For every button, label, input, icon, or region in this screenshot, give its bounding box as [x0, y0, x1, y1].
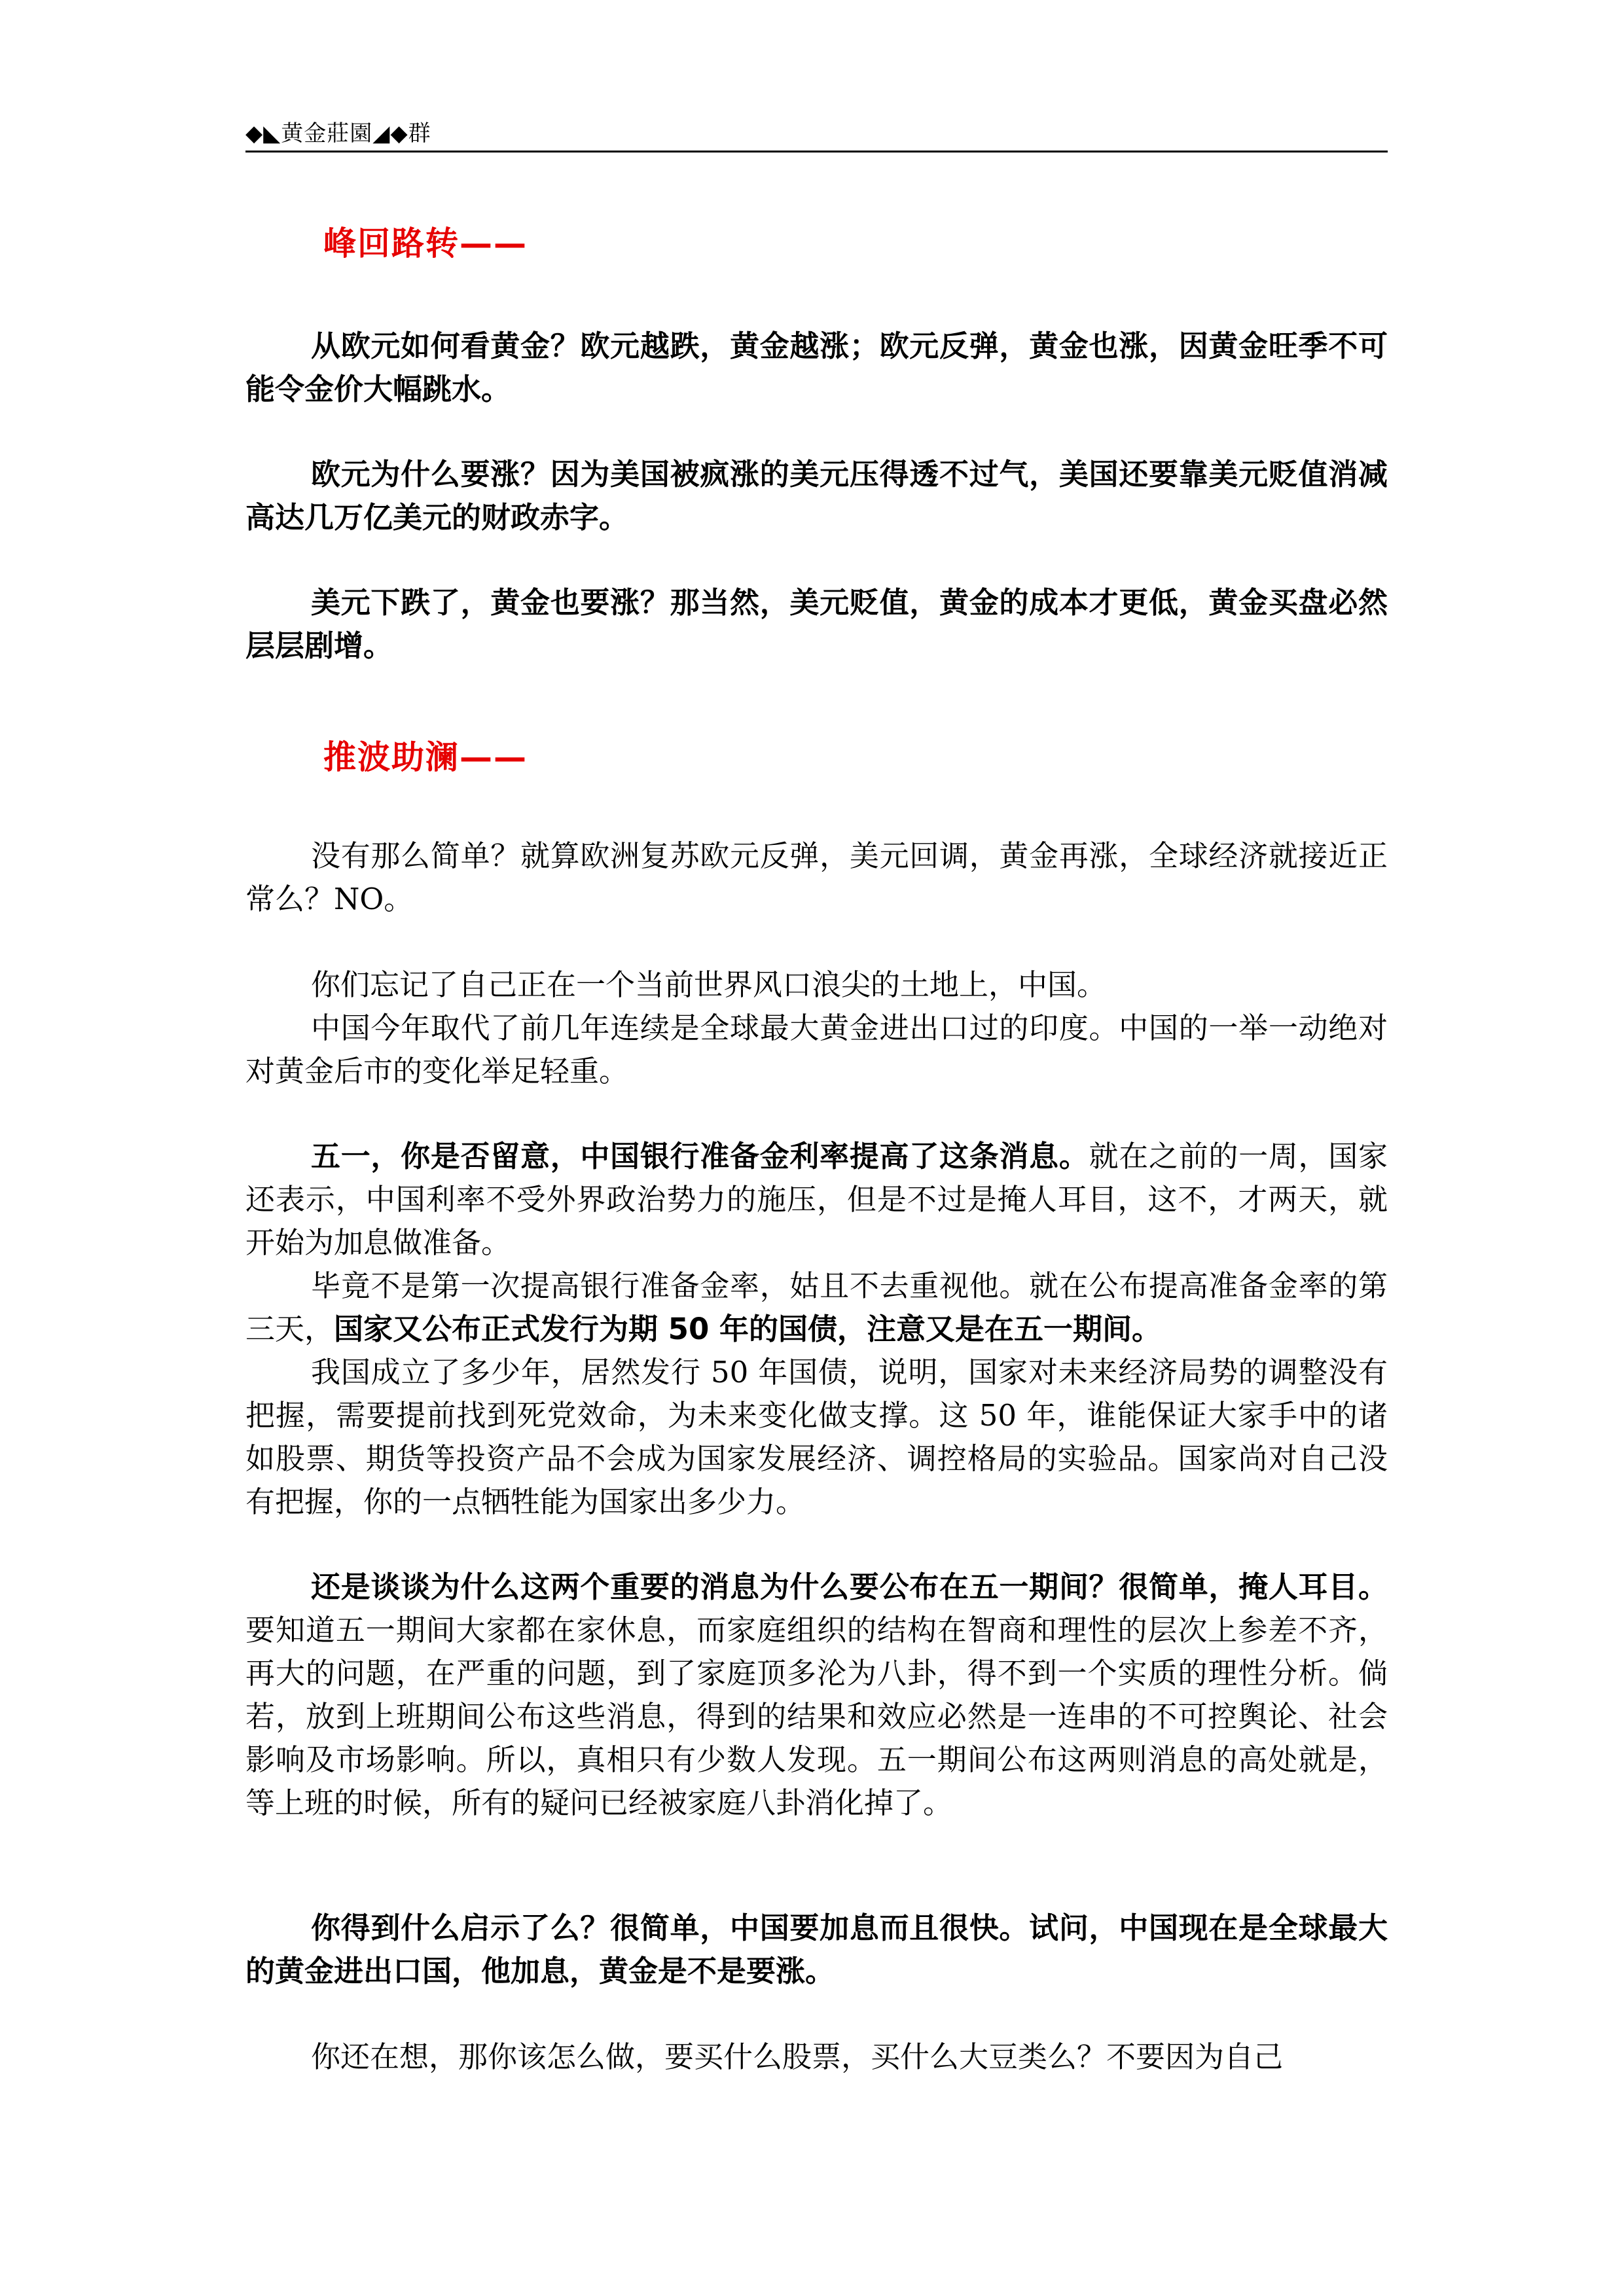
paragraph-10-bold: 还是谈谈为什么这两个重要的消息为什么要公布在五一期间？很简单，掩人耳目。: [311, 1570, 1388, 1604]
paragraph-1: 从欧元如何看黄金？欧元越跌，黄金越涨；欧元反弹，黄金也涨，因黄金旺季不可能令金价大幅跳水。: [245, 329, 1388, 406]
paragraph-3: 美元下跌了，黄金也要涨？那当然，美元贬值，黄金的成本才更低，黄金买盘必然层层剧增。: [245, 585, 1388, 663]
paragraph-7-bold: 五一，你是否留意，中国银行准备金利率提高了这条消息。: [311, 1139, 1089, 1174]
paragraph-10-text: 要知道五一期间大家都在家休息，而家庭组织的结构在智商和理性的层次上参差不齐，再大的问题，在严重的问题，到了家庭顶多沦为八卦，得不到一个实质的理性分析。倘若，放到上班期间公布这些消息，得到的结果和效应必然是一连串的不可控舆论、社会影响及市场影响。所以，真相只有少数人发现。五一期间公布这两则消息的高处就是，等上班的时候，所有的疑问已经被家庭八卦消化掉了。: [245, 1613, 1388, 1820]
section-heading-1: 峰回路转——: [323, 224, 528, 262]
paragraph-11: 你得到什么启示了么？很简单，中国要加息而且很快。试问，中国现在是全球最大的黄金进出口国，他加息，黄金是不是要涨。: [245, 1910, 1388, 1988]
paragraph-9: 我国成立了多少年，居然发行 50 年国债，说明，国家对未来经济局势的调整没有把握，需要提前找到死党效命，为未来变化做支撑。这 50 年，谁能保证大家手中的诸如股票、期货等投资产品不会成为国家发展经济、调控格局的实验品。国家尚对自己没有把握，你的一点牺牲能为国家出多少力。: [245, 1355, 1388, 1519]
paragraph-12: 你还在想，那你该怎么做，要买什么股票，买什么大豆类么？不要因为自己: [311, 2039, 1284, 2074]
paragraph-8: [245, 1265, 1388, 1351]
paragraph-2: 欧元为什么要涨？因为美国被疯涨的美元压得透不过气，美国还要靠美元贬值消减高达几万亿美元的财政赤字。: [245, 457, 1388, 535]
paragraph-5: 你们忘记了自己正在一个当前世界风口浪尖的土地上，中国。: [311, 967, 1107, 1002]
paragraph-6: 中国今年取代了前几年连续是全球最大黄金进出口过的印度。中国的一举一动绝对对黄金后市的变化举足轻重。: [245, 1011, 1388, 1088]
paragraph-8-text: 毕竟不是第一次提高银行准备金率，姑且不去重视他。就在公布提高准备金率的第三天，: [245, 1268, 1388, 1346]
paragraph-8-bold: 国家又公布正式发行为期 50 年的国债，注意又是在五一期间。: [334, 1312, 1161, 1346]
header-rule: [245, 151, 1388, 152]
page-header: ◆◣黄金莊園◢◆群: [245, 120, 431, 147]
section-heading-2: 推波助澜——: [323, 738, 528, 776]
paragraph-10: [245, 1566, 1388, 1825]
paragraph-7-text: 就在之前的一周，国家还表示，中国利率不受外界政治势力的施压，但是不过是掩人耳目，这不，才两天，就开始为加息做准备。: [245, 1139, 1388, 1260]
paragraph-7: [245, 1135, 1388, 1265]
paragraph-4: 没有那么简单？就算欧洲复苏欧元反弹，美元回调，黄金再涨，全球经济就接近正常么？NO。: [245, 838, 1388, 916]
